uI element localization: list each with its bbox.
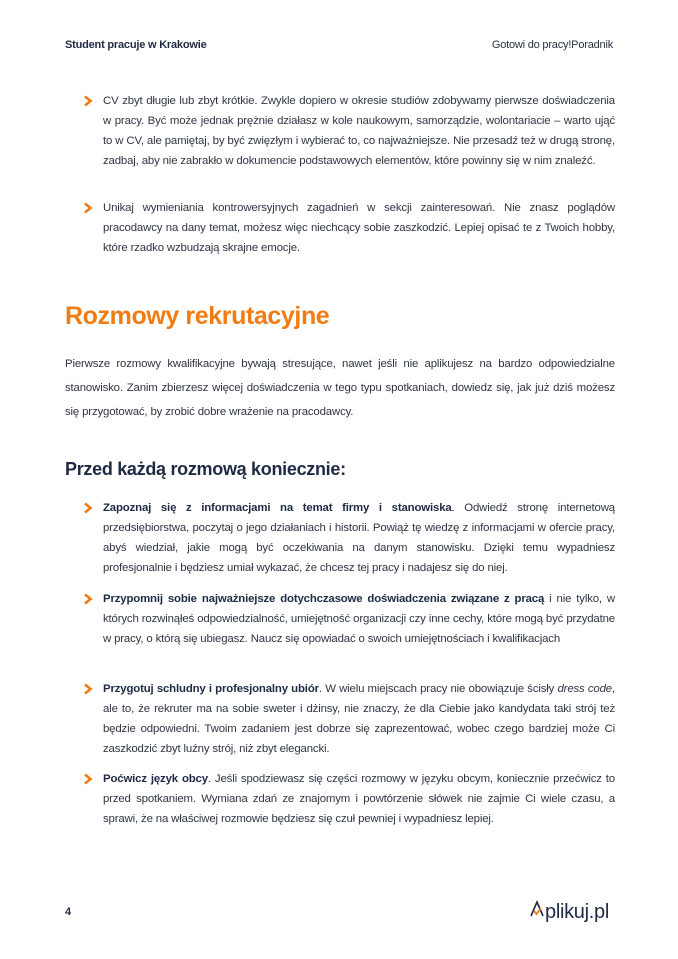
- list-item-italic: dress code: [557, 683, 612, 695]
- list-item-bold: Zapoznaj się z informacjami na temat firmy i stanowiska: [103, 502, 452, 514]
- section-intro: Pierwsze rozmowy kwalifikacyjne bywają stresujące, nawet jeśli nie aplikujesz na bardzo odpowiedzialne stanowisko. Zanim zbierzesz więcej doświadczenia w tego typu spotkaniach, dowiedz się, jak już dziś możesz się przygotować, by zrobić dobre wrażenie na pracodawcy.: [65, 358, 615, 418]
- section-heading: Rozmowy rekrutacyjne: [65, 302, 330, 330]
- subsection-heading: Przed każdą rozmową koniecznie:: [65, 459, 346, 479]
- list-item-bold: Poćwicz język obcy: [103, 773, 208, 785]
- list-item: [82, 498, 615, 578]
- list-item-text: Unikaj wymieniania kontrowersyjnych zagadnień w sekcji zainteresowań. Nie znasz poglądów pracodawcy na dany temat, możesz więc niechcący sobie zaszkodzić. Lepiej opisać te z Twoich hobby, które rzadko wzbudzają skrajne emocje.: [103, 202, 615, 254]
- list-item-bold: Przypomnij sobie najważniejsze dotychczasowe doświadczenia związane z pracą: [103, 593, 545, 605]
- list-item-text: i nie tylko, w których rozwinąłeś odpowiedzialność, umiejętność organizacji czy inne cechy, które mogą być przydatne w pracy, o którą się ubiegasz. Naucz się opowiadać o swoich umiejętnościach i kwalifikacjach: [103, 593, 615, 645]
- chevron-right-icon: [82, 593, 94, 605]
- list-item-text: . Jeśli spodziewasz się części rozmowy w języku obcym, koniecznie przećwicz to przed spotkaniem. Wymiana zdań ze znajomym i powtórzenie słówek nie zajmie Ci wiele czasu, a sprawi, że na właściwej rozmowie będziesz się czuł pewniej i wypadniesz lepiej.: [103, 773, 615, 825]
- list-item-text: CV zbyt długie lub zbyt krótkie. Zwykle dopiero w okresie studiów zdobywamy pierwsze doświadczenia w pracy. Być może jednak prężnie działasz w kole naukowym, samorządzie, wolontariacie – warto ująć to w CV, ale pamiętaj, by być zwięzłym i wybierać to, co najważniejsze. Nie przesadź też w drugą stronę, zadbaj, aby nie zabrakło w dokumencie podstawowych elementów, które powinny się w nim znaleźć.: [103, 95, 615, 167]
- list-item: [82, 769, 615, 829]
- page-number: 4: [65, 906, 72, 918]
- list-item: [82, 91, 615, 171]
- chevron-right-icon: [82, 773, 94, 785]
- chevron-right-icon: [82, 95, 94, 107]
- series-title: Gotowi do pracy!Poradnik: [491, 39, 613, 51]
- logo-text: plikuj.pl: [545, 901, 609, 923]
- document-title: Student pracuje w Krakowie: [65, 39, 207, 51]
- aplikuj-logo: [530, 900, 609, 924]
- list-item-text: . W wielu miejscach pracy nie obowiązuje ścisły: [318, 683, 558, 695]
- list-item-text: . Odwiedź stronę internetową przedsiębiorstwa, poczytaj o jego działaniach i historii. Powiąż tę wiedzę z informacjami w ofercie pracy, abyś wiedział, jakie mogą być oczekiwania na danym stanowisku. Dzięki temu wypadniesz profesjonalnie i będziesz umiał wykazać, że chcesz tej pracy i nadajesz się do niej.: [103, 502, 615, 574]
- list-item: [82, 589, 615, 649]
- list-item: [82, 198, 615, 258]
- list-item-text: , ale to, że rekruter ma na sobie sweter i dżinsy, nie znaczy, że dla Ciebie jako kandydata taki strój też będzie odpowiedni. Twoim zadaniem jest dobrze się zaprezentować, wobec czego bardziej może Ci zaszkodzić zbyt luźny strój, niż zbyt elegancki.: [103, 683, 615, 755]
- chevron-right-icon: [82, 683, 94, 695]
- chevron-right-icon: [82, 202, 94, 214]
- list-item: [82, 679, 615, 759]
- chevron-right-icon: [82, 502, 94, 514]
- list-item-bold: Przygotuj schludny i profesjonalny ubiór: [103, 683, 319, 695]
- logo-a-icon: [530, 900, 544, 918]
